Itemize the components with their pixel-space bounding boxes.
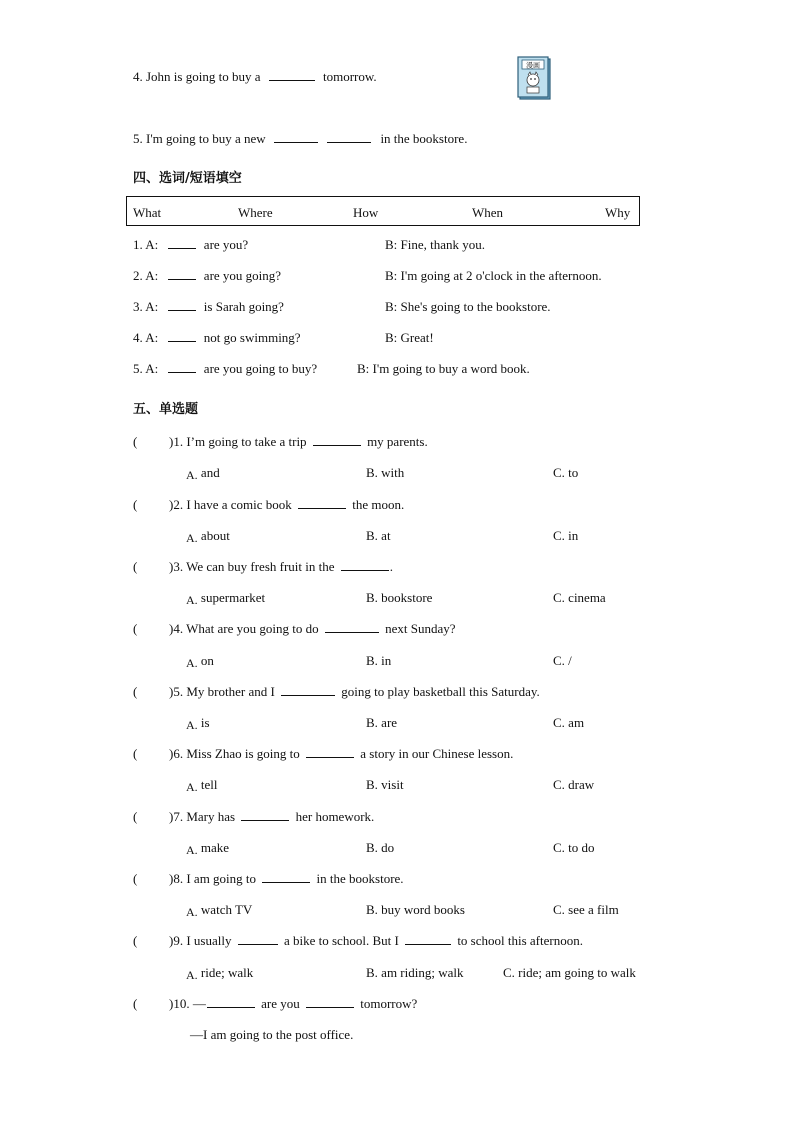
mc-question-3: ( )3. We can buy fresh fruit in the . <box>133 559 394 574</box>
option-c[interactable]: C. in <box>553 528 579 543</box>
answer-blank[interactable] <box>168 268 196 280</box>
dialogue-1: 1. A: are you? <box>133 237 249 252</box>
option-a[interactable]: A. ride; walk <box>186 965 254 982</box>
answer-blank[interactable] <box>269 69 315 81</box>
answer-blank[interactable] <box>306 746 354 758</box>
answer-blank[interactable] <box>325 621 379 633</box>
option-b[interactable]: B. buy word books <box>366 902 465 917</box>
fill-question-5: 5. I'm going to buy a new in the bookstore. <box>133 131 468 146</box>
answer-blank[interactable] <box>313 434 361 446</box>
option-c[interactable]: C. / <box>553 653 572 668</box>
answer-blank[interactable] <box>238 933 278 945</box>
fill-question-4: 4. John is going to buy a tomorrow. <box>133 69 377 84</box>
dialogue-5: 5. A: are you going to buy? <box>133 361 318 376</box>
word-bank-item: What <box>133 205 162 220</box>
mc-question-8: ( )8. I am going to in the bookstore. <box>133 871 404 886</box>
mc-question-1: ( )1. I’m going to take a trip my parents. <box>133 434 428 449</box>
dialogue-1-reply: B: Fine, thank you. <box>385 237 486 252</box>
word-bank-item: Where <box>238 205 273 220</box>
q10-answer-line: —I am going to the post office. <box>190 1027 354 1042</box>
option-b[interactable]: B. in <box>366 653 392 668</box>
option-b[interactable]: B. am riding; walk <box>366 965 464 980</box>
dialogue-5-reply: B: I'm going to buy a word book. <box>357 361 530 376</box>
dialogue-3: 3. A: is Sarah going? <box>133 299 284 314</box>
mc-question-9: ( )9. I usually a bike to school. But I to school this afternoon. <box>133 933 583 948</box>
dialogue-4-reply: B: Great! <box>385 330 434 345</box>
answer-blank[interactable] <box>241 809 289 821</box>
option-a[interactable]: A. watch TV <box>186 902 253 919</box>
answer-blank[interactable] <box>341 559 389 571</box>
dialogue-4: 4. A: not go swimming? <box>133 330 301 345</box>
option-c[interactable]: C. draw <box>553 777 595 792</box>
option-c[interactable]: C. see a film <box>553 902 619 917</box>
word-bank-item: When <box>472 205 504 220</box>
dialogue-3-reply: B: She's going to the bookstore. <box>385 299 551 314</box>
mc-question-7: ( )7. Mary has her homework. <box>133 809 375 824</box>
option-b[interactable]: B. do <box>366 840 395 855</box>
option-c[interactable]: C. am <box>553 715 585 730</box>
answer-blank[interactable] <box>306 996 354 1008</box>
answer-blank[interactable] <box>298 497 346 509</box>
answer-blank[interactable] <box>207 996 255 1008</box>
option-a[interactable]: A. make <box>186 840 230 857</box>
option-b[interactable]: B. bookstore <box>366 590 433 605</box>
dialogue-2-reply: B: I'm going at 2 o'clock in the afternoon. <box>385 268 602 283</box>
svg-text:漫画: 漫画 <box>526 61 540 70</box>
mc-question-6: ( )6. Miss Zhao is going to a story in our Chinese lesson. <box>133 746 514 761</box>
answer-blank[interactable] <box>168 361 196 373</box>
option-a[interactable]: A. on <box>186 653 214 670</box>
answer-blank[interactable] <box>168 299 196 311</box>
section-5-title: 五、单选题 <box>133 402 199 417</box>
answer-blank[interactable] <box>274 131 318 143</box>
section-4-title: 四、选词/短语填空 <box>133 171 242 186</box>
mc-question-5: ( )5. My brother and I going to play basketball this Saturday. <box>133 684 540 699</box>
mc-question-4: ( )4. What are you going to do next Sunday? <box>133 621 456 636</box>
comic-book-icon <box>517 56 553 100</box>
option-b[interactable]: B. with <box>366 465 405 480</box>
option-c[interactable]: C. ride; am going to walk <box>503 965 636 980</box>
word-bank-box <box>126 196 640 226</box>
option-b[interactable]: B. at <box>366 528 391 543</box>
option-b[interactable]: B. are <box>366 715 398 730</box>
mc-question-10: ( )10. — are you tomorrow? <box>133 996 418 1011</box>
option-c[interactable]: C. cinema <box>553 590 606 605</box>
option-a[interactable]: A. about <box>186 528 230 545</box>
option-a[interactable]: A. and <box>186 465 220 482</box>
option-c[interactable]: C. to <box>553 465 579 480</box>
answer-blank[interactable] <box>262 871 310 883</box>
option-a[interactable]: A. supermarket <box>186 590 266 607</box>
answer-blank[interactable] <box>168 330 196 342</box>
dialogue-2: 2. A: are you going? <box>133 268 282 283</box>
comic-book-picture <box>517 56 553 100</box>
option-c[interactable]: C. to do <box>553 840 595 855</box>
answer-blank[interactable] <box>405 933 451 945</box>
answer-blank[interactable] <box>327 131 371 143</box>
answer-blank[interactable] <box>281 684 335 696</box>
mc-question-2: ( )2. I have a comic book the moon. <box>133 497 405 512</box>
answer-blank[interactable] <box>168 237 196 249</box>
word-bank-item: How <box>353 205 379 220</box>
option-a[interactable]: A. tell <box>186 777 218 794</box>
option-a[interactable]: A. is <box>186 715 210 732</box>
word-bank-item: Why <box>605 205 631 220</box>
option-b[interactable]: B. visit <box>366 777 404 792</box>
